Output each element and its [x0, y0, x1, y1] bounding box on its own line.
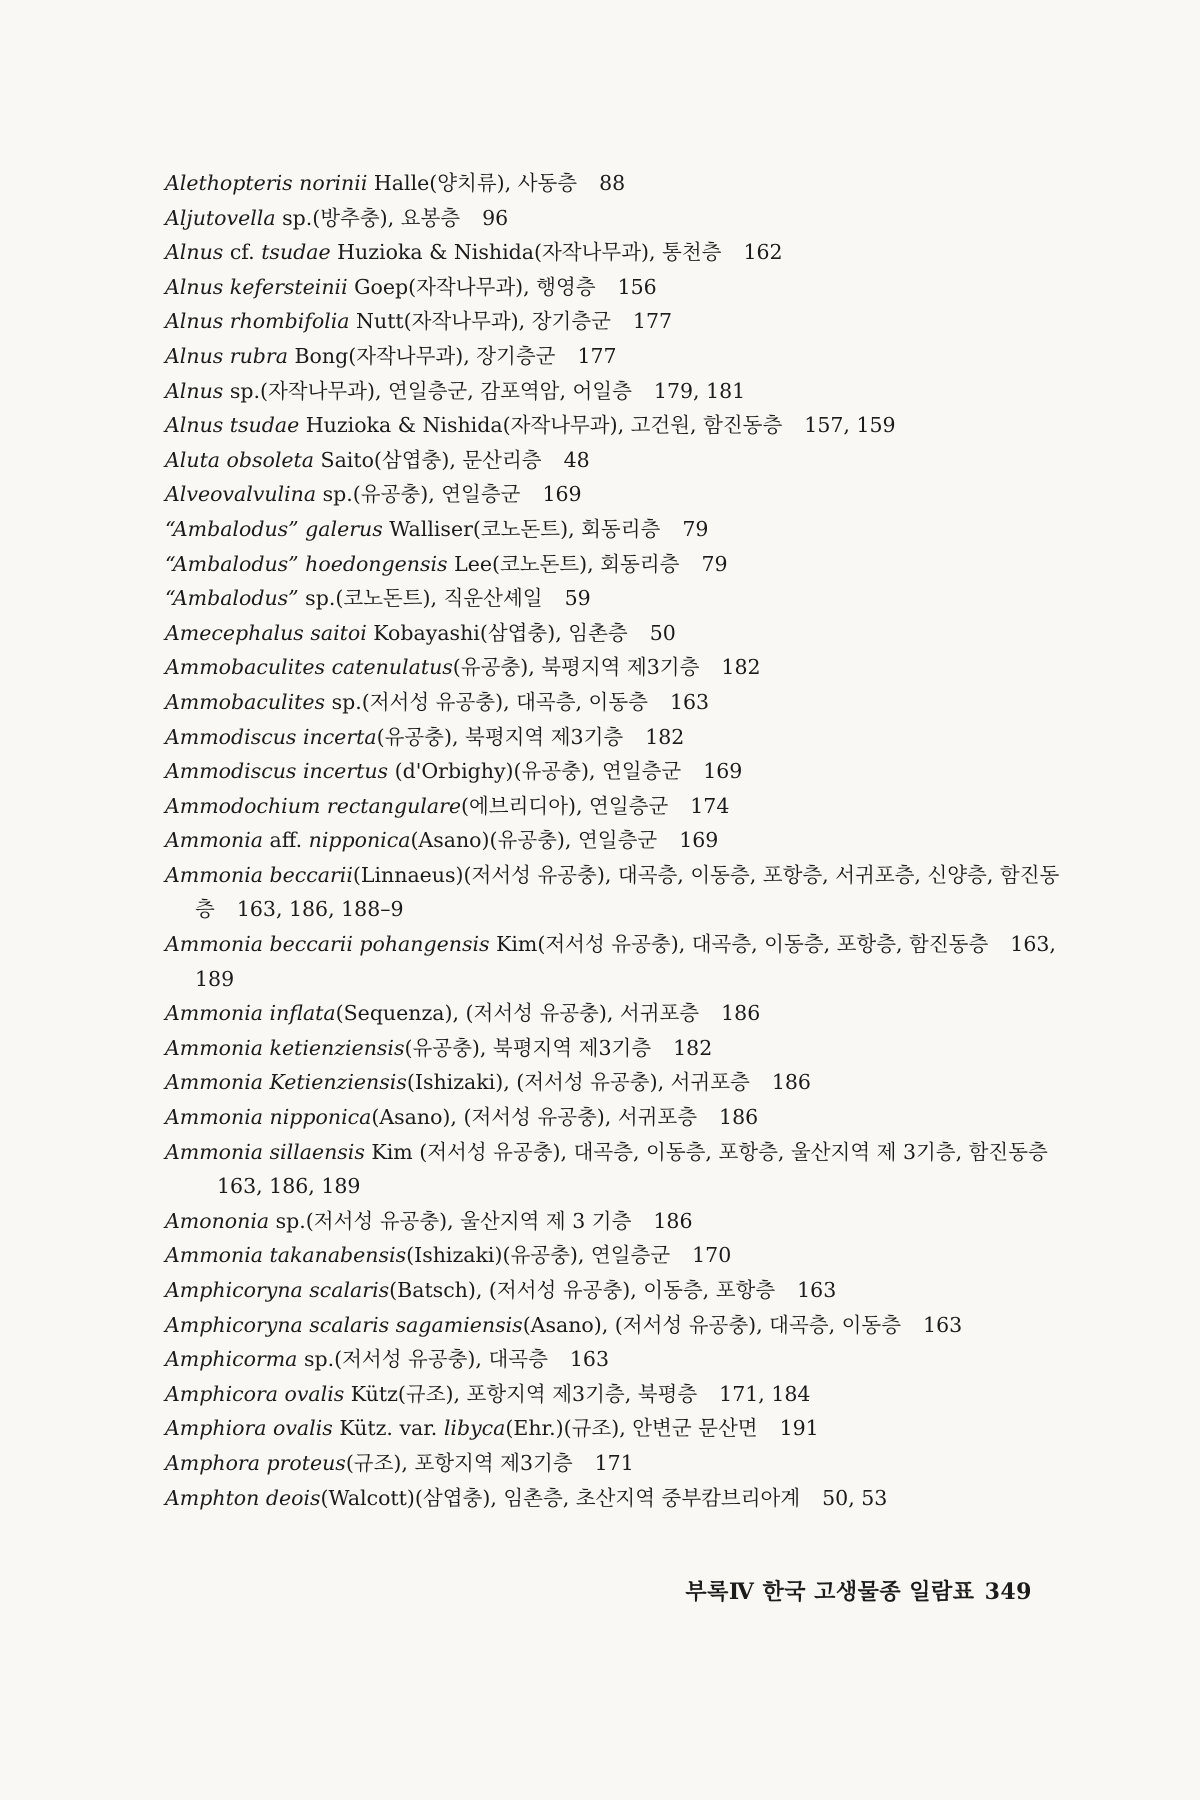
index-entry	[165, 581, 1070, 616]
entry-detail: Kim(저서성 유공충), 대곡층, 이동층, 포항층, 함진동층	[489, 932, 989, 957]
species-name: Ammonia beccarii	[165, 862, 353, 887]
entry-detail: (Batsch), (저서성 유공충), 이동층, 포항층	[389, 1278, 776, 1302]
page-refs: 171, 184	[719, 1381, 811, 1406]
index-entry	[165, 374, 1070, 409]
page-refs: 169	[703, 759, 743, 784]
index-entry	[165, 789, 1070, 824]
species-name: Aljutovella	[165, 205, 276, 230]
species-name: Amphora proteus	[165, 1450, 346, 1475]
species-name: Alnus kefersteinii	[165, 274, 348, 299]
page-refs: 163, 189	[195, 932, 1056, 991]
species-name: Amphiora ovalis	[165, 1416, 333, 1441]
page-refs: 79	[682, 516, 709, 541]
entry-detail: (Asano)(유공충), 연일층군	[410, 828, 658, 853]
species-name: Alnus	[165, 240, 224, 265]
index-entry	[165, 1446, 1070, 1481]
index-entry	[165, 823, 1070, 858]
index-entry	[165, 1308, 1070, 1343]
index-entry	[165, 235, 1070, 270]
entry-detail: (유공충), 북평지역 제3기층	[404, 1035, 652, 1060]
index-entry	[165, 304, 1070, 339]
species-name: Ammobaculites catenulatus	[165, 655, 453, 680]
entry-detail: (에브리디아), 연일층군	[461, 793, 669, 818]
species-name: Alveovalvulina	[165, 482, 317, 507]
entry-detail: sp.(방추충), 요봉층	[275, 205, 461, 230]
entry-detail: (Linnaeus)(저서성 유공충), 대곡층, 이동층, 포항층, 서귀포층, 신양층, 함진동층	[195, 862, 1060, 922]
index-entry	[165, 685, 1070, 720]
index-entry	[165, 1100, 1070, 1135]
entry-detail: Kim (저서성 유공충), 대곡층, 이동층, 포항층, 울산지역 제 3기층, 함진동층	[364, 1139, 1048, 1164]
species-name: Amphicora ovalis	[165, 1381, 345, 1406]
entry-detail: Huzioka & Nishida(자작나무과), 통천층	[330, 240, 722, 265]
page-refs: 191	[779, 1416, 819, 1441]
entry-detail: (Ishizaki)(유공충), 연일층군	[406, 1243, 671, 1268]
species-name: “Ambalodus”	[165, 586, 299, 611]
index-entry	[165, 512, 1070, 547]
entry-detail: sp.(저서성 유공충), 대곡층	[297, 1347, 548, 1372]
entry-detail: sp.(유공충), 연일층군	[316, 482, 521, 507]
entry-detail: cf.	[223, 240, 262, 265]
page-refs: 186	[771, 1070, 811, 1095]
index-entry	[165, 996, 1070, 1031]
page-footer	[685, 1575, 1032, 1606]
entry-detail: Goep(자작나무과), 행영층	[347, 274, 596, 299]
entry-detail: Huzioka & Nishida(자작나무과), 고건원, 함진동층	[299, 413, 783, 438]
entry-detail: Walliser(코노돈트), 회동리층	[382, 516, 661, 541]
entry-detail: Nutt(자작나무과), 장기층군	[349, 309, 611, 334]
entry-detail: (유공충), 북평지역 제3기층	[452, 655, 700, 680]
index-entry	[165, 650, 1070, 685]
page-refs: 48	[563, 447, 590, 472]
species-name: Aluta obsoleta	[165, 447, 315, 472]
footer-title: 부록Ⅳ 한국 고생물종 일람표	[685, 1579, 975, 1605]
species-name: “Ambalodus” hoedongensis	[165, 551, 448, 576]
entry-detail: Lee(코노돈트), 회동리층	[447, 551, 680, 576]
entry-detail: (Ishizaki), (저서성 유공충), 서귀포층	[406, 1070, 750, 1095]
species-index-list	[165, 166, 1070, 1515]
entry-detail: sp.(자작나무과), 연일층군, 감포역암, 어일층	[223, 378, 632, 403]
page-refs: 50	[649, 620, 676, 645]
page-refs: 162	[743, 240, 783, 265]
entry-detail: (d'Orbighy)(유공충), 연일층군	[388, 759, 682, 784]
page-refs: 169	[542, 482, 582, 507]
species-name: “Ambalodus” galerus	[165, 516, 383, 541]
species-name: Ammonia inflata	[165, 1001, 336, 1026]
species-name: Alnus tsudae	[165, 413, 300, 438]
index-entry	[165, 1204, 1070, 1239]
index-entry	[165, 339, 1070, 374]
index-entry	[165, 616, 1070, 651]
page-refs: 177	[577, 343, 617, 368]
entry-detail: Saito(삼엽충), 문산리층	[314, 447, 542, 472]
entry-detail: (Asano), (저서성 유공충), 대곡층, 이동층	[522, 1312, 902, 1337]
index-entry	[165, 1135, 1070, 1204]
species-name: Ammonia nipponica	[165, 1105, 372, 1130]
index-entry	[165, 443, 1070, 478]
species-name: Ammodiscus incertus	[165, 759, 389, 784]
species-name: Amecephalus saitoi	[165, 620, 367, 645]
entry-detail: (유공충), 북평지역 제3기층	[376, 724, 624, 749]
page-refs: 79	[701, 551, 728, 576]
species-epithet: libyca	[443, 1416, 506, 1441]
entry-detail: Kütz. var.	[332, 1416, 444, 1441]
index-entry	[165, 166, 1070, 201]
page-refs: 156	[617, 274, 657, 299]
species-name: Amphicorma	[165, 1347, 298, 1372]
entry-detail: (Walcott)(삼엽충), 임촌층, 초산지역 중부캄브리아계	[320, 1485, 801, 1510]
species-name: Ammobaculites	[165, 689, 326, 714]
index-entry	[165, 201, 1070, 236]
species-name: Alnus rubra	[165, 343, 288, 368]
species-name: Amononia	[165, 1208, 270, 1233]
species-name: Amphton deois	[165, 1485, 321, 1510]
index-entry	[165, 1411, 1070, 1446]
species-name: Alethopteris norinii	[165, 171, 368, 195]
index-entry	[165, 720, 1070, 755]
species-name: Ammodochium rectangulare	[165, 793, 461, 818]
species-name: Alnus	[165, 378, 224, 403]
entry-detail: sp.(코노돈트), 직운산셰일	[298, 586, 543, 611]
page-refs: 171	[594, 1450, 634, 1475]
entry-detail: Halle(양치류), 사동층	[367, 171, 578, 195]
page-refs: 182	[645, 724, 685, 749]
entry-detail: (Ehr.)(규조), 안변군 문산면	[505, 1416, 758, 1441]
page-refs: 50, 53	[822, 1485, 888, 1510]
entry-detail: (규조), 포항지역 제3기층	[345, 1450, 573, 1475]
entry-detail: Kütz(규조), 포항지역 제3기층, 북평층	[344, 1381, 698, 1406]
page-refs: 179, 181	[653, 378, 746, 403]
page-refs: 182	[673, 1035, 713, 1060]
species-epithet: nipponica	[308, 828, 411, 853]
index-entry	[165, 1377, 1070, 1412]
entry-detail: (Asano), (저서성 유공충), 서귀포층	[371, 1105, 698, 1130]
index-entry	[165, 754, 1070, 789]
page-refs: 186	[653, 1208, 693, 1233]
species-name: Amphicoryna scalaris	[165, 1278, 390, 1302]
page-refs: 170	[692, 1243, 732, 1268]
page-refs: 88	[599, 171, 626, 195]
index-entry	[165, 858, 1070, 927]
index-entry	[165, 1481, 1070, 1516]
index-entry	[165, 1273, 1070, 1308]
species-name: Amphicoryna scalaris sagamiensis	[165, 1312, 523, 1337]
page-refs: 186	[719, 1105, 759, 1130]
page-refs: 163, 186, 188–9	[236, 897, 404, 922]
index-entry	[165, 1065, 1070, 1100]
species-name: Ammonia	[165, 828, 264, 853]
page-refs: 163	[569, 1347, 610, 1372]
page-refs: 157, 159	[804, 413, 896, 438]
index-entry	[165, 1342, 1070, 1377]
species-name: Ammonia beccarii pohangensis	[165, 932, 490, 957]
species-epithet: tsudae	[261, 240, 331, 265]
index-entry	[165, 270, 1070, 305]
page-refs: 96	[482, 205, 509, 230]
species-name: Alnus rhombifolia	[165, 309, 350, 334]
index-entry	[165, 477, 1070, 512]
page-number: 349	[984, 1579, 1032, 1605]
page-refs: 163, 186, 189	[217, 1174, 361, 1199]
page-refs: 59	[564, 586, 591, 611]
page-refs: 163	[923, 1312, 963, 1337]
page-refs: 169	[679, 828, 719, 853]
entry-detail: sp.(저서성 유공충), 울산지역 제 3 기층	[269, 1208, 632, 1233]
index-entry	[165, 408, 1070, 443]
page-refs: 182	[721, 655, 761, 680]
entry-detail: (Sequenza), (저서성 유공충), 서귀포층	[335, 1001, 700, 1026]
entry-detail: sp.(저서성 유공충), 대곡층, 이동층	[325, 689, 648, 714]
page-refs: 163	[797, 1278, 837, 1302]
entry-detail: aff.	[263, 828, 309, 853]
page-refs: 163	[669, 689, 710, 714]
page-refs: 177	[632, 309, 673, 334]
species-name: Ammonia Ketienziensis	[165, 1070, 407, 1095]
page-refs: 174	[690, 793, 730, 818]
page-refs: 186	[721, 1001, 761, 1026]
species-name: Ammodiscus incerta	[165, 724, 377, 749]
index-entry	[165, 1031, 1070, 1066]
entry-detail: Kobayashi(삼엽충), 임촌층	[366, 620, 628, 645]
species-name: Ammonia takanabensis	[165, 1243, 407, 1268]
species-name: Ammonia ketienziensis	[165, 1035, 405, 1060]
index-entry	[165, 547, 1070, 582]
species-name: Ammonia sillaensis	[165, 1139, 365, 1164]
index-entry	[165, 1238, 1070, 1273]
index-entry	[165, 927, 1070, 996]
entry-detail: Bong(자작나무과), 장기층군	[287, 343, 556, 368]
